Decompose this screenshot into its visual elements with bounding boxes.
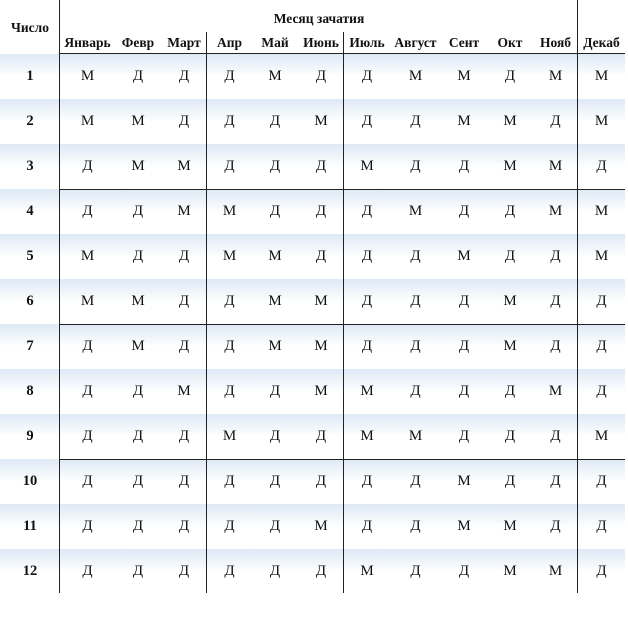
table-cell: М: [503, 158, 517, 174]
table-cell: Д: [596, 158, 607, 174]
table-cell: Д: [550, 293, 561, 309]
table-cell: Д: [504, 68, 516, 84]
table-cell: Д: [458, 428, 470, 444]
table-cell: М: [548, 383, 563, 399]
table-cell: Д: [269, 563, 281, 579]
table-cell: Д: [82, 338, 93, 354]
table-cell: М: [131, 113, 145, 129]
table-cell: Д: [269, 383, 281, 399]
month-header: Июль: [349, 35, 385, 50]
table-cell: М: [457, 113, 471, 129]
table-cell: М: [222, 428, 237, 444]
table-cell: Д: [550, 518, 561, 534]
number-column-header: Число: [10, 20, 49, 35]
month-header: Апр: [216, 35, 243, 50]
table-cell: Д: [550, 428, 561, 444]
table-cell: Д: [410, 518, 421, 534]
table-cell: М: [408, 68, 423, 84]
table-cell: М: [594, 113, 609, 129]
table-cell: Д: [269, 113, 281, 129]
table-cell: Д: [315, 428, 327, 444]
table-cell: Д: [596, 563, 607, 579]
row-number: 6: [26, 293, 34, 309]
table-cell: М: [457, 473, 471, 489]
table-cell: Д: [550, 473, 561, 489]
table-cell: Д: [361, 203, 373, 219]
table-cell: Д: [269, 203, 281, 219]
table-cell: М: [80, 293, 95, 309]
row-number: 2: [26, 113, 34, 129]
table-cell: Д: [224, 113, 235, 129]
column-rule: [577, 0, 578, 593]
table-cell: М: [360, 428, 374, 444]
table-cell: Д: [269, 428, 281, 444]
table-cell: М: [80, 113, 95, 129]
table-cell: Д: [410, 473, 421, 489]
table-cell: Д: [132, 428, 144, 444]
table-cell: М: [503, 293, 517, 309]
table-cell: Д: [178, 473, 190, 489]
table-cell: М: [177, 383, 191, 399]
row-number: 9: [26, 428, 34, 444]
month-header: Нояб: [539, 35, 572, 50]
table-cell: М: [457, 248, 471, 264]
table-cell: Д: [224, 383, 235, 399]
row-number: 10: [22, 473, 38, 489]
table-cell: М: [177, 203, 191, 219]
table-cell: М: [80, 68, 95, 84]
table-cell: М: [131, 158, 145, 174]
table-cell: Д: [224, 158, 235, 174]
table-cell: Д: [458, 338, 470, 354]
table-cell: Д: [224, 473, 235, 489]
row-group-rule: [59, 459, 625, 460]
table-cell: М: [408, 428, 423, 444]
table-cell: Д: [132, 563, 144, 579]
table-cell: Д: [410, 113, 421, 129]
table-cell: Д: [361, 338, 373, 354]
table-cell: Д: [596, 473, 607, 489]
table-cell: М: [457, 518, 471, 534]
table-cell: Д: [224, 563, 235, 579]
table-cell: Д: [82, 428, 93, 444]
table-cell: Д: [178, 518, 190, 534]
table-cell: Д: [361, 68, 373, 84]
column-rule: [59, 0, 60, 593]
table-cell: Д: [269, 158, 281, 174]
table-cell: М: [594, 68, 609, 84]
table-cell: Д: [596, 383, 607, 399]
table-cell: М: [131, 293, 145, 309]
table-cell: Д: [224, 518, 235, 534]
row-group-rule: [59, 324, 625, 325]
month-header: Май: [261, 35, 289, 50]
table-cell: М: [548, 158, 563, 174]
table-cell: Д: [132, 248, 144, 264]
table-cell: Д: [458, 563, 470, 579]
table-cell: Д: [315, 563, 327, 579]
table-cell: М: [268, 293, 282, 309]
table-cell: М: [80, 248, 95, 264]
table-cell: Д: [550, 338, 561, 354]
table-cell: Д: [550, 248, 561, 264]
row-number: 5: [26, 248, 34, 264]
table-cell: Д: [458, 158, 470, 174]
table-cell: М: [503, 518, 517, 534]
row-number: 12: [22, 563, 38, 579]
table-cell: Д: [458, 203, 470, 219]
table-cell: Д: [361, 293, 373, 309]
table-cell: Д: [269, 518, 281, 534]
table-cell: Д: [178, 68, 190, 84]
table-cell: М: [177, 158, 191, 174]
table-cell: Д: [82, 518, 93, 534]
table-cell: М: [408, 203, 423, 219]
table-cell: Д: [410, 293, 421, 309]
table-cell: Д: [315, 158, 327, 174]
table-cell: Д: [315, 473, 327, 489]
row-group-rule: [59, 53, 625, 54]
month-header: Сент: [448, 35, 480, 50]
row-number: 11: [23, 518, 37, 534]
table-cell: М: [503, 563, 517, 579]
table-cell: Д: [82, 158, 93, 174]
table-cell: М: [314, 338, 328, 354]
table-cell: М: [594, 428, 609, 444]
table-cell: Д: [178, 293, 190, 309]
table-cell: Д: [410, 338, 421, 354]
table-cell: Д: [315, 68, 327, 84]
table-cell: Д: [132, 473, 144, 489]
month-header: Декаб: [583, 35, 620, 50]
table-cell: Д: [224, 338, 235, 354]
table-cell: М: [314, 383, 328, 399]
table-cell: М: [503, 338, 517, 354]
table-cell: Д: [82, 203, 93, 219]
table-cell: М: [131, 338, 145, 354]
table-cell: Д: [504, 203, 516, 219]
table-cell: М: [222, 203, 237, 219]
table-cell: Д: [178, 428, 190, 444]
table-cell: Д: [178, 563, 190, 579]
table-cell: Д: [410, 158, 421, 174]
table-cell: Д: [504, 248, 516, 264]
table-cell: Д: [550, 113, 561, 129]
table-cell: М: [268, 68, 282, 84]
table-cell: Д: [269, 473, 281, 489]
table-cell: М: [222, 248, 237, 264]
month-header: Январь: [64, 35, 111, 50]
table-cell: М: [314, 113, 328, 129]
table-cell: М: [268, 338, 282, 354]
table-cell: Д: [82, 383, 93, 399]
table-cell: Д: [361, 473, 373, 489]
table-cell: Д: [458, 293, 470, 309]
table-cell: Д: [132, 203, 144, 219]
table-cell: Д: [596, 338, 607, 354]
month-header: Июнь: [303, 35, 339, 50]
table-cell: Д: [315, 248, 327, 264]
table-cell: Д: [178, 248, 190, 264]
column-rule: [343, 32, 344, 593]
table-cell: Д: [361, 113, 373, 129]
table-cell: Д: [224, 68, 235, 84]
row-number: 1: [26, 68, 34, 84]
table-cell: М: [360, 383, 374, 399]
table-cell: Д: [410, 383, 421, 399]
table-cell: Д: [361, 518, 373, 534]
table-cell: М: [548, 563, 563, 579]
table-cell: М: [268, 248, 282, 264]
table-cell: Д: [132, 383, 144, 399]
table-cell: М: [360, 158, 374, 174]
table-cell: Д: [361, 248, 373, 264]
table-cell: М: [314, 293, 328, 309]
table-cell: Д: [315, 203, 327, 219]
table-cell: М: [594, 248, 609, 264]
table-cell: Д: [82, 563, 93, 579]
table-cell: Д: [596, 518, 607, 534]
table-cell: М: [548, 68, 563, 84]
table-cell: Д: [596, 293, 607, 309]
table-cell: М: [503, 113, 517, 129]
row-number: 8: [26, 383, 34, 399]
table-cell: Д: [178, 113, 190, 129]
month-header: Окт: [497, 35, 523, 50]
row-number: 3: [26, 158, 34, 174]
row-number: 4: [26, 203, 34, 219]
table-cell: Д: [132, 68, 144, 84]
table-cell: М: [314, 518, 328, 534]
table-cell: Д: [458, 383, 470, 399]
table-cell: М: [360, 563, 374, 579]
month-header: Август: [394, 35, 437, 50]
table-cell: Д: [178, 338, 190, 354]
column-rule: [206, 32, 207, 593]
month-header: Февр: [121, 35, 155, 50]
row-number: 7: [26, 338, 34, 354]
month-header: Март: [167, 35, 201, 50]
table-cell: Д: [410, 248, 421, 264]
table-cell: Д: [504, 383, 516, 399]
table-cell: Д: [132, 518, 144, 534]
table-cell: Д: [82, 473, 93, 489]
row-group-rule: [59, 189, 625, 190]
table-cell: Д: [504, 473, 516, 489]
table-cell: М: [548, 203, 563, 219]
table-cell: Д: [504, 428, 516, 444]
month-group-header: Месяц зачатия: [273, 11, 365, 26]
table-cell: М: [594, 203, 609, 219]
table-cell: Д: [410, 563, 421, 579]
table-cell: М: [457, 68, 471, 84]
table-cell: Д: [224, 293, 235, 309]
